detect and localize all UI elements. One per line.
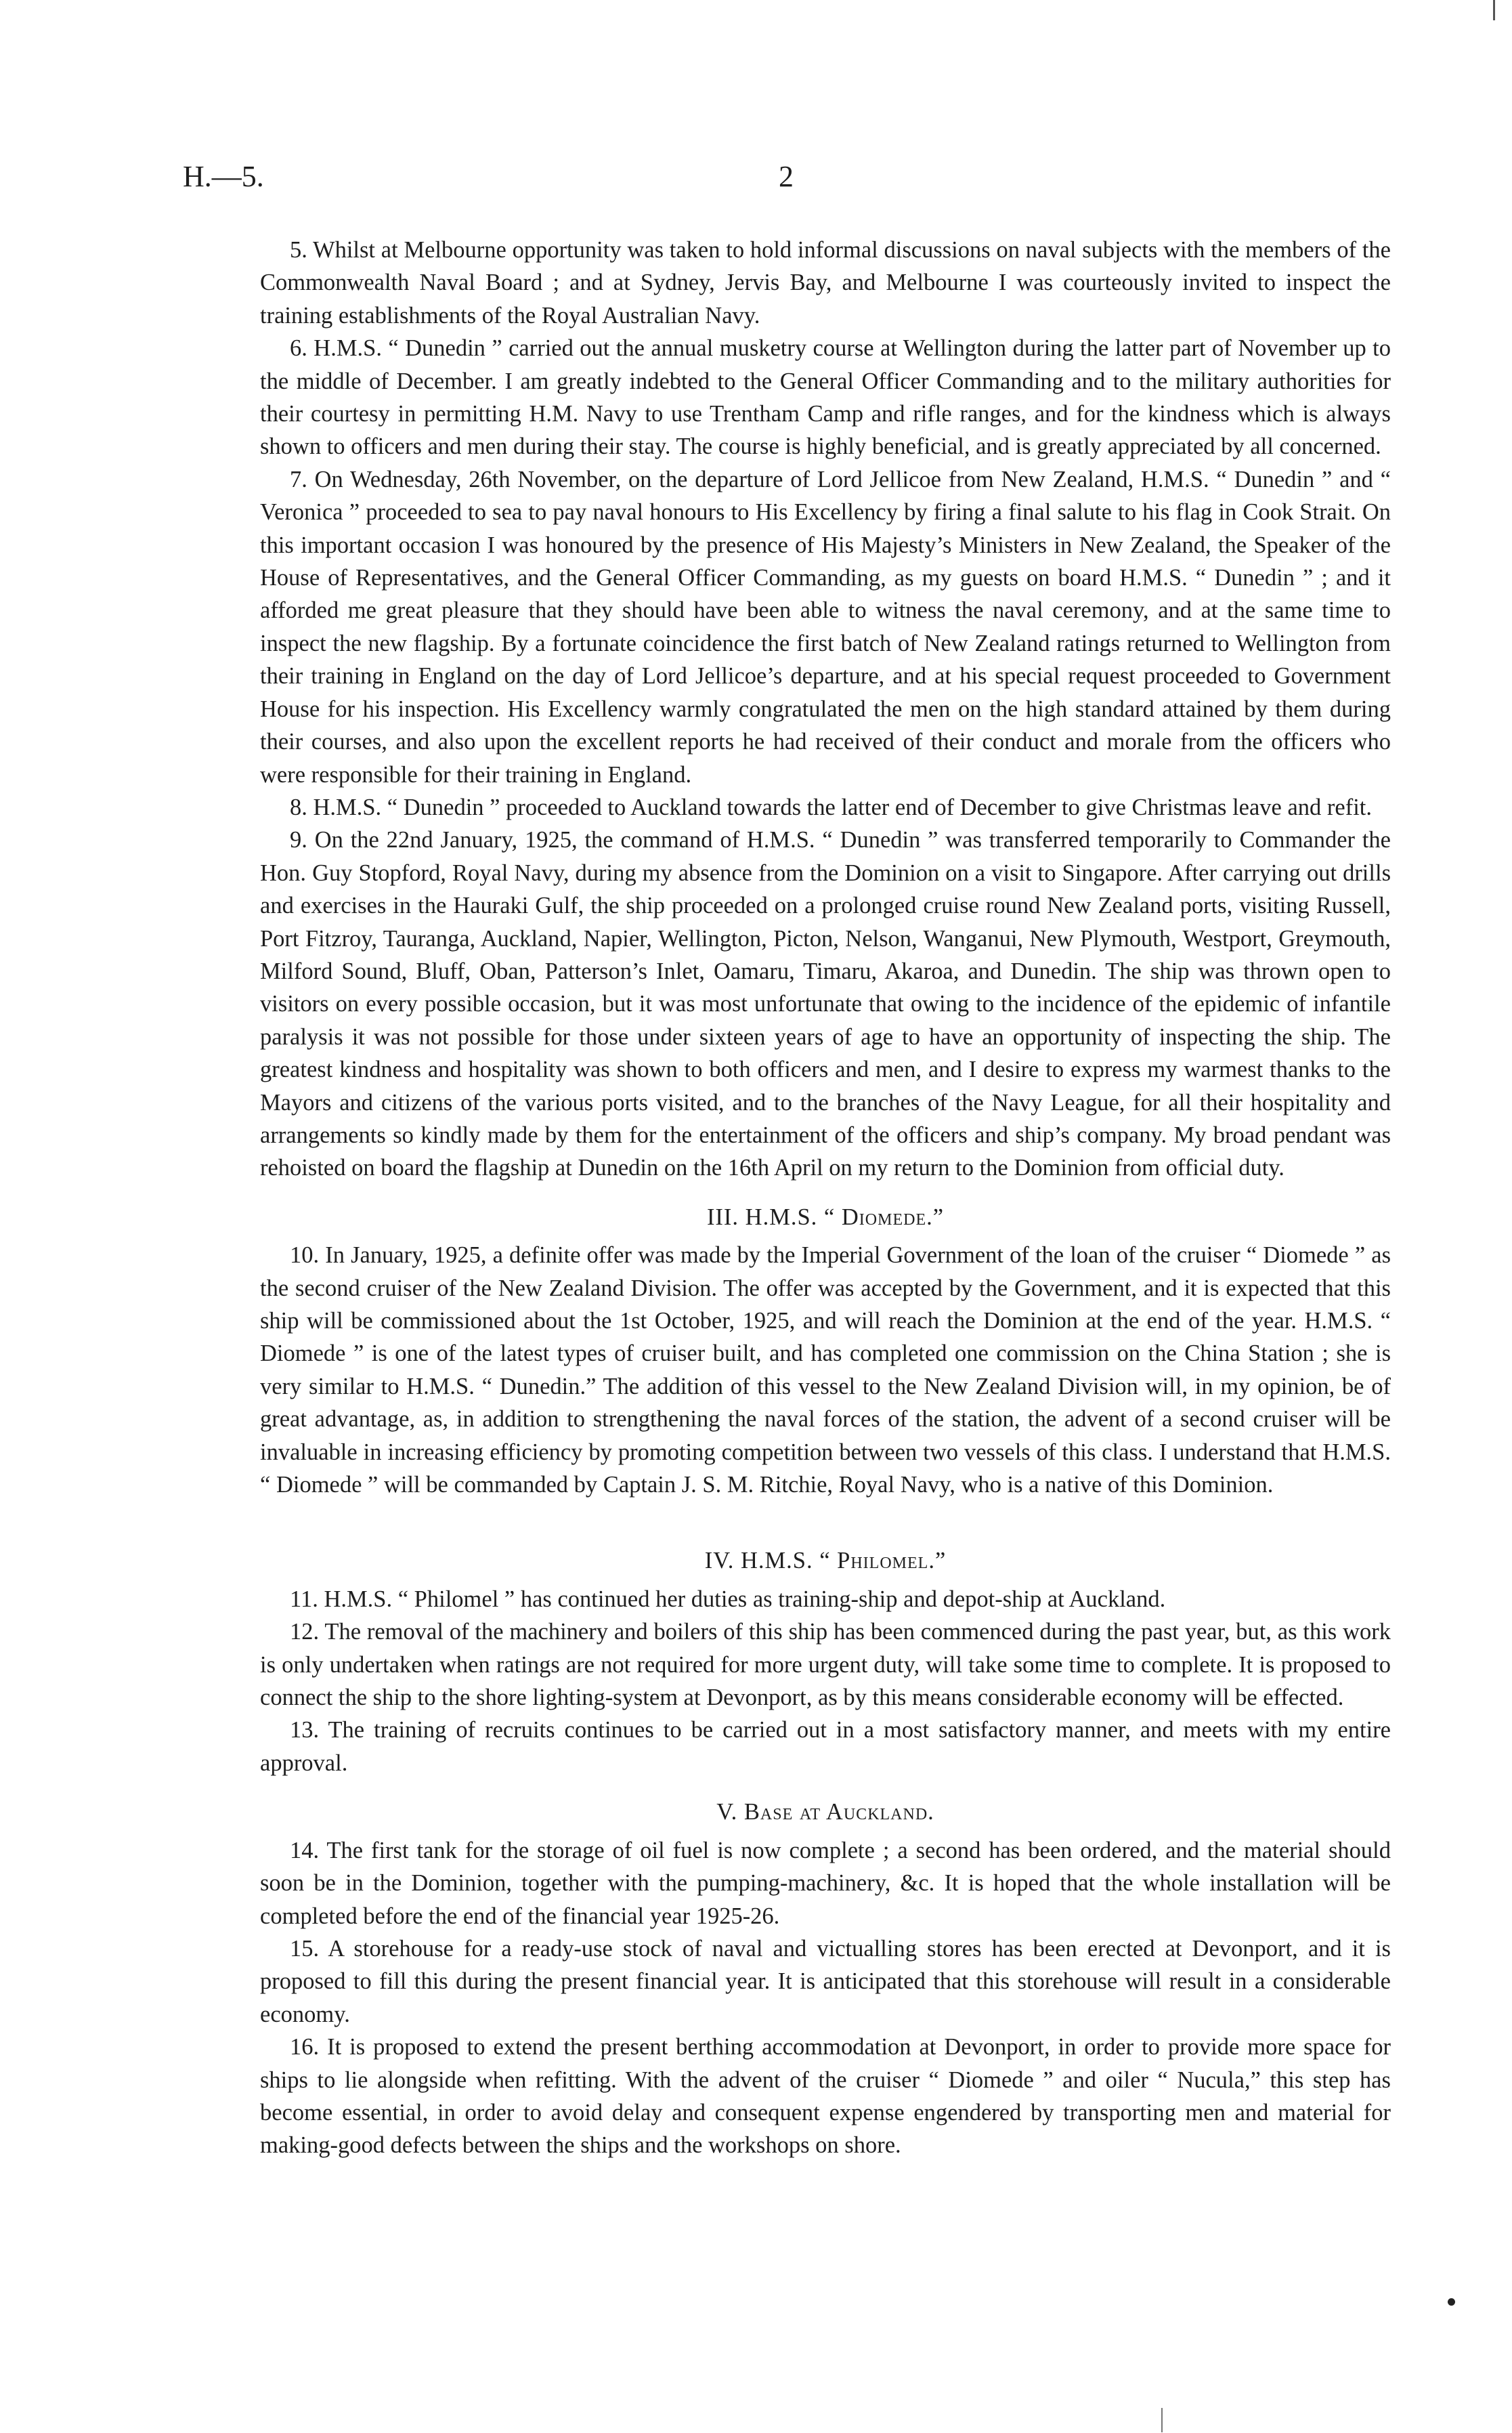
section-heading: V. Base at Auckland. <box>716 1799 934 1825</box>
body-paragraph: 16. It is proposed to extend the present berthing accommodation at Devonport, in order to provide more space for ships to lie alongside when refitting. With the advent of the cruiser “ Diomede ” and oiler “ Nucula,” this step has become essential, in order to avoid delay and consequent expense engendered by transporting men and material for making-good defects between the ships and the workshops on shore. <box>260 2034 1391 2159</box>
body-paragraph: 5. Whilst at Melbourne opportunity was taken to hold informal discussions on naval subjects with the members of the Commonwealth Naval Board ; and at Sydney, Jervis Bay, and Melbourne I was courteously invited to inspect the training establishments of the Royal Australian Navy. <box>260 237 1391 329</box>
body-paragraph: 15. A storehouse for a ready-use stock of naval and victualling stores has been erected at Devonport, and it is proposed to fill this during the present financial year. It is anticipated that this storehouse will result in a considerable economy. <box>260 1935 1391 2027</box>
section-heading: III. H.M.S. “ Diomede.” <box>706 1204 945 1230</box>
body-paragraph: 8. H.M.S. “ Dunedin ” proceeded to Auckland towards the latter end of December to give Christmas leave and refit. <box>290 794 1373 820</box>
page-number: 2 <box>779 160 794 193</box>
page-header <box>183 159 1395 207</box>
section-heading: IV. H.M.S. “ Philomel.” <box>704 1548 947 1574</box>
ink-dot-mark <box>1448 2298 1455 2306</box>
body-paragraph: 7. On Wednesday, 26th November, on the departure of Lord Jellicoe from New Zealand, H.M.S. “ Dunedin ” and “ Veronica ” proceeded to sea to pay naval honours to His Excellency by firing a final salute to his flag in Cook Strait. On this important occasion I was honoured by the presence of His Majesty’s Ministers in New Zealand, the Speaker of the House of Representatives, and the General Officer Commanding, as my guests on board H.M.S. “ Dunedin ” ; and it afforded me great pleasure that they should have been able to witness the naval ceremony, and at the same time to inspect the new flagship. By a fortunate coincidence the first batch of New Zealand ratings returned to Wellington from their training in England on the day of Lord Jellicoe’s departure, and at his special request proceeded to Government House for his inspection. His Excellency warmly congratulated the men on the high standard attained by them during their courses, and also upon the excellent reports he had received of their conduct and morale from the officers who were responsible for their training in England. <box>260 466 1391 788</box>
body-paragraph: 9. On the 22nd January, 1925, the command of H.M.S. “ Dunedin ” was transferred temporarily to Commander the Hon. Guy Stopford, Royal Navy, during my absence from the Dominion on a visit to Singapore. After carrying out drills and exercises in the Hauraki Gulf, the ship proceeded on a prolonged cruise round New Zealand ports, visiting Russell, Port Fitzroy, Tauranga, Auckland, Napier, Wellington, Picton, Nelson, Wanganui, New Plymouth, Westport, Greymouth, Milford Sound, Bluff, Oban, Patterson’s Inlet, Oamaru, Timaru, Akaroa, and Dunedin. The ship was thrown open to visitors on every possible occasion, but it was most unfortunate that owing to the incidence of the epidemic of infantile paralysis it was not possible for those under sixteen years of age to have an opportunity of inspecting the ship. The greatest kindness and hospitality was shown to both officers and men, and I desire to express my warmest thanks to the Mayors and citizens of the various ports visited, and to the branches of the Navy League, for all their hospitality and arrangements so kindly made by them for the entertainment of the officers and ship’s company. My broad pendant was rehoisted on board the flagship at Dunedin on the 16th April on my return to the Dominion from official duty. <box>260 827 1391 1181</box>
document-code: H.—5. <box>183 160 264 193</box>
body-paragraph: 10. In January, 1925, a definite offer was made by the Imperial Government of the loan of the cruiser “ Diomede ” as the second cruiser of the New Zealand Division. The offer was accepted by the Government, and it is expected that this ship will be commissioned about the 1st October, 1925, and will reach the Dominion at the end of the year. H.M.S. “ Diomede ” is one of the latest types of cruiser built, and has completed one commission on the China Station ; she is very similar to H.M.S. “ Dunedin.” The addition of this vessel to the New Zealand Division will, in my opinion, be of great advantage, as, in addition to strengthening the naval forces of the station, the advent of a second cruiser will be invaluable in increasing efficiency by promoting competition between two vessels of this class. I understand that H.M.S. “ Diomede ” will be commanded by Captain J. S. M. Ritchie, Royal Navy, who is a native of this Dominion. <box>260 1242 1391 1498</box>
document-body <box>260 234 1391 2162</box>
body-paragraph: 14. The first tank for the storage of oil fuel is now complete ; a second has been ordered, and the material should soon be in the Dominion, together with the pumping-machinery, &c. It is hoped that the whole installation will be completed before the end of the financial year 1925-26. <box>260 1837 1391 1929</box>
body-paragraph: 12. The removal of the machinery and boilers of this ship has been commenced during the past year, but, as this work is only undertaken when ratings are not required for more urgent duty, will take some time to complete. It is proposed to connect the ship to the shore lighting-system at Devonport, as by this means considerable economy will be effected. <box>260 1619 1391 1711</box>
body-paragraph: 6. H.M.S. “ Dunedin ” carried out the annual musketry course at Wellington during the latter part of November up to the middle of December. I am greatly indebted to the General Officer Commanding and to the military authorities for their courtesy in permitting H.M. Navy to use Trentham Camp and rifle ranges, and for the kindness which is always shown to officers and men during their stay. The course is highly beneficial, and is greatly appreciated by all concerned. <box>260 335 1391 460</box>
body-paragraph: 11. H.M.S. “ Philomel ” has continued her duties as training-ship and depot-ship at Auckland. <box>290 1586 1166 1612</box>
scan-edge-mark-bottom <box>1161 2408 1163 2432</box>
body-paragraph: 13. The training of recruits continues to be carried out in a most satisfactory manner, and meets with my entire approval. <box>260 1717 1391 1776</box>
scan-edge-mark <box>1493 0 1495 20</box>
